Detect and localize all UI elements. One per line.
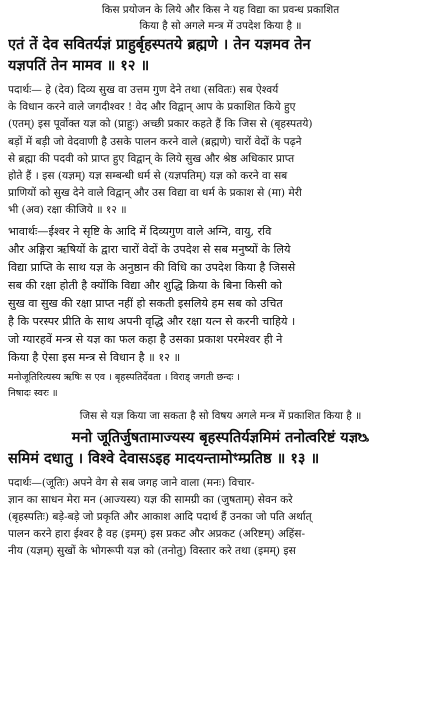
- mantra-line: मनो जूतिर्जुषतामाज्यस्य बृहस्पतिर्यज्ञमिमं तनोत्वरिष्टं यज्ञᳬ: [71, 428, 370, 446]
- padartha-line: ज्ञान का साधन मेरा मन (आज्यस्य) यज्ञ की सामग्री का (जुषताम्) सेवन करे: [8, 493, 293, 506]
- bhavartha-line: किया है ऐसा इस मन्त्र से विधान है ॥ १२ ॥: [8, 350, 181, 364]
- padartha-line: बड़ों में बड़ी जो वेदवाणी है उसके पालन करने वाले (ब्रह्मणे) चारों वेदों के पढ़ने: [8, 135, 302, 148]
- padartha-line: (बृहस्पतिः) बड़े-बड़े जो प्रकृति और आकाश आदि पदार्थ हैं उनका जो पति अर्थात्: [8, 511, 312, 524]
- padartha-13: [8, 475, 433, 561]
- padartha-12: [8, 82, 433, 220]
- meta-line: निषादः स्वरः ॥: [8, 387, 58, 399]
- mantra-line: एतं तें देव सवितर्यज्ञं प्राहुर्बृहस्पतये ब्रह्मणे । तेन यज्ञमव तेन: [8, 36, 311, 53]
- intro-line: किया है सो अगले मन्त्र में उपदेश किया है ॥: [139, 20, 302, 32]
- intro-line: किस प्रयोजन के लिये और किस ने यह विद्या का प्रवन्ध प्रकाशित: [101, 4, 340, 16]
- padartha-line: के विधान करने वाले जगदीश्वर ! वेद और विद्वान् आप के प्रकाशित किये हुए: [8, 101, 296, 114]
- mantra-13: [8, 427, 433, 469]
- bhavartha-12: [8, 223, 433, 367]
- padartha-line: नीय (यज्ञम्) सुखों के भोगरूपी यज्ञ को (तनोतु) विस्तार करे तथा (इमम्) इस: [8, 545, 296, 558]
- padartha-line: (एतम्) इस पूर्वोक्त यज्ञ को (प्राहुः) अच्छी प्रकार कहते हैं कि जिस से (बृहस्पतये): [8, 118, 313, 131]
- meta-line: मनोजूतिरित्यस्य ऋषिः स एव । बृहस्पतिर्देवता । विराड् जगती छन्दः ।: [8, 371, 240, 383]
- bhavartha-line: सब की रक्षा होती है क्योंकि विद्या और शुद्धि क्रिया के बिना किसी को: [8, 278, 282, 292]
- padartha-line: पदार्थः— हे (देव) दिव्य सुख वा उत्तम गुण देने तथा (सवितः) सब ऐश्वर्य: [8, 84, 279, 96]
- bhavartha-line: विद्या प्राप्ति के साथ यज्ञ के अनुष्ठान की विधि का उपदेश किया है जिससे: [8, 260, 296, 274]
- padartha-line: प्राणियों को सुख देने वाले विद्वान् और उस विद्या वा धर्म के प्रकाश से (मा) मेरी: [8, 187, 302, 200]
- bhavartha-line: और अङ्गिरा ऋषियों के द्वारा चारों वेदों के उपदेश से सब मनुष्यों के लिये: [8, 242, 291, 256]
- bhavartha-line: है कि परस्पर प्रीति के साथ अपनी वृद्धि और रक्षा यत्न से करनी चाहिये ।: [8, 314, 296, 328]
- padartha-line: पालन करने हारा ईश्वर है वह (इमम्) इस प्रकट और अप्रकट (अरिष्टम्) अहिंस-: [8, 528, 306, 541]
- rishi-devata-chhanda: [8, 370, 433, 402]
- padartha-line: पदार्थः—(जूतिः) अपने वेग से सब जगह जाने वाला (मनः) विचार-: [8, 476, 255, 489]
- intro-line: जिस से यज्ञ किया जा सकता है सो विषय अगले मन्त्र में प्रकाशित किया है ॥: [79, 409, 362, 422]
- mantra-12: [8, 34, 433, 76]
- intro-verse-12: [8, 2, 433, 34]
- bhavartha-line: सुख वा सुख की रक्षा प्राप्त नहीं हो सकती इसलिये हम सब को उचित: [8, 296, 283, 310]
- bhavartha-line: जो ग्यारहवें मन्त्र से यज्ञ का फल कहा है उसका प्रकाश परमेश्वर ही ने: [8, 332, 283, 346]
- intro-verse-13: [8, 408, 433, 424]
- bhavartha-line: भावार्थः—ईश्वर ने सृष्टि के आदि में दिव्यगुण वाले अग्नि, वायु, रवि: [8, 224, 272, 238]
- padartha-line: भी (अव) रक्षा कीजिये ॥ १२ ॥: [8, 204, 127, 217]
- padartha-line: से ब्रह्मा की पदवी को प्राप्त हुए विद्वान् के लिये सुख और श्रेष्ठ अधिकार प्राप्त: [8, 152, 295, 165]
- mantra-line: यज्ञपतिं तेन मामव ॥ १२ ॥: [8, 57, 150, 74]
- padartha-line: होते हैं । इस (यज्ञम्) यज्ञ सम्बन्धी धर्म से (यज्ञपतिम्) यज्ञ को करने वा सब: [8, 170, 288, 183]
- mantra-line: समिमं दधातु । विश्वे देवासऽइह मादयन्तामोꣳम्प्रतिष्ठ ॥ १३ ॥: [8, 449, 320, 467]
